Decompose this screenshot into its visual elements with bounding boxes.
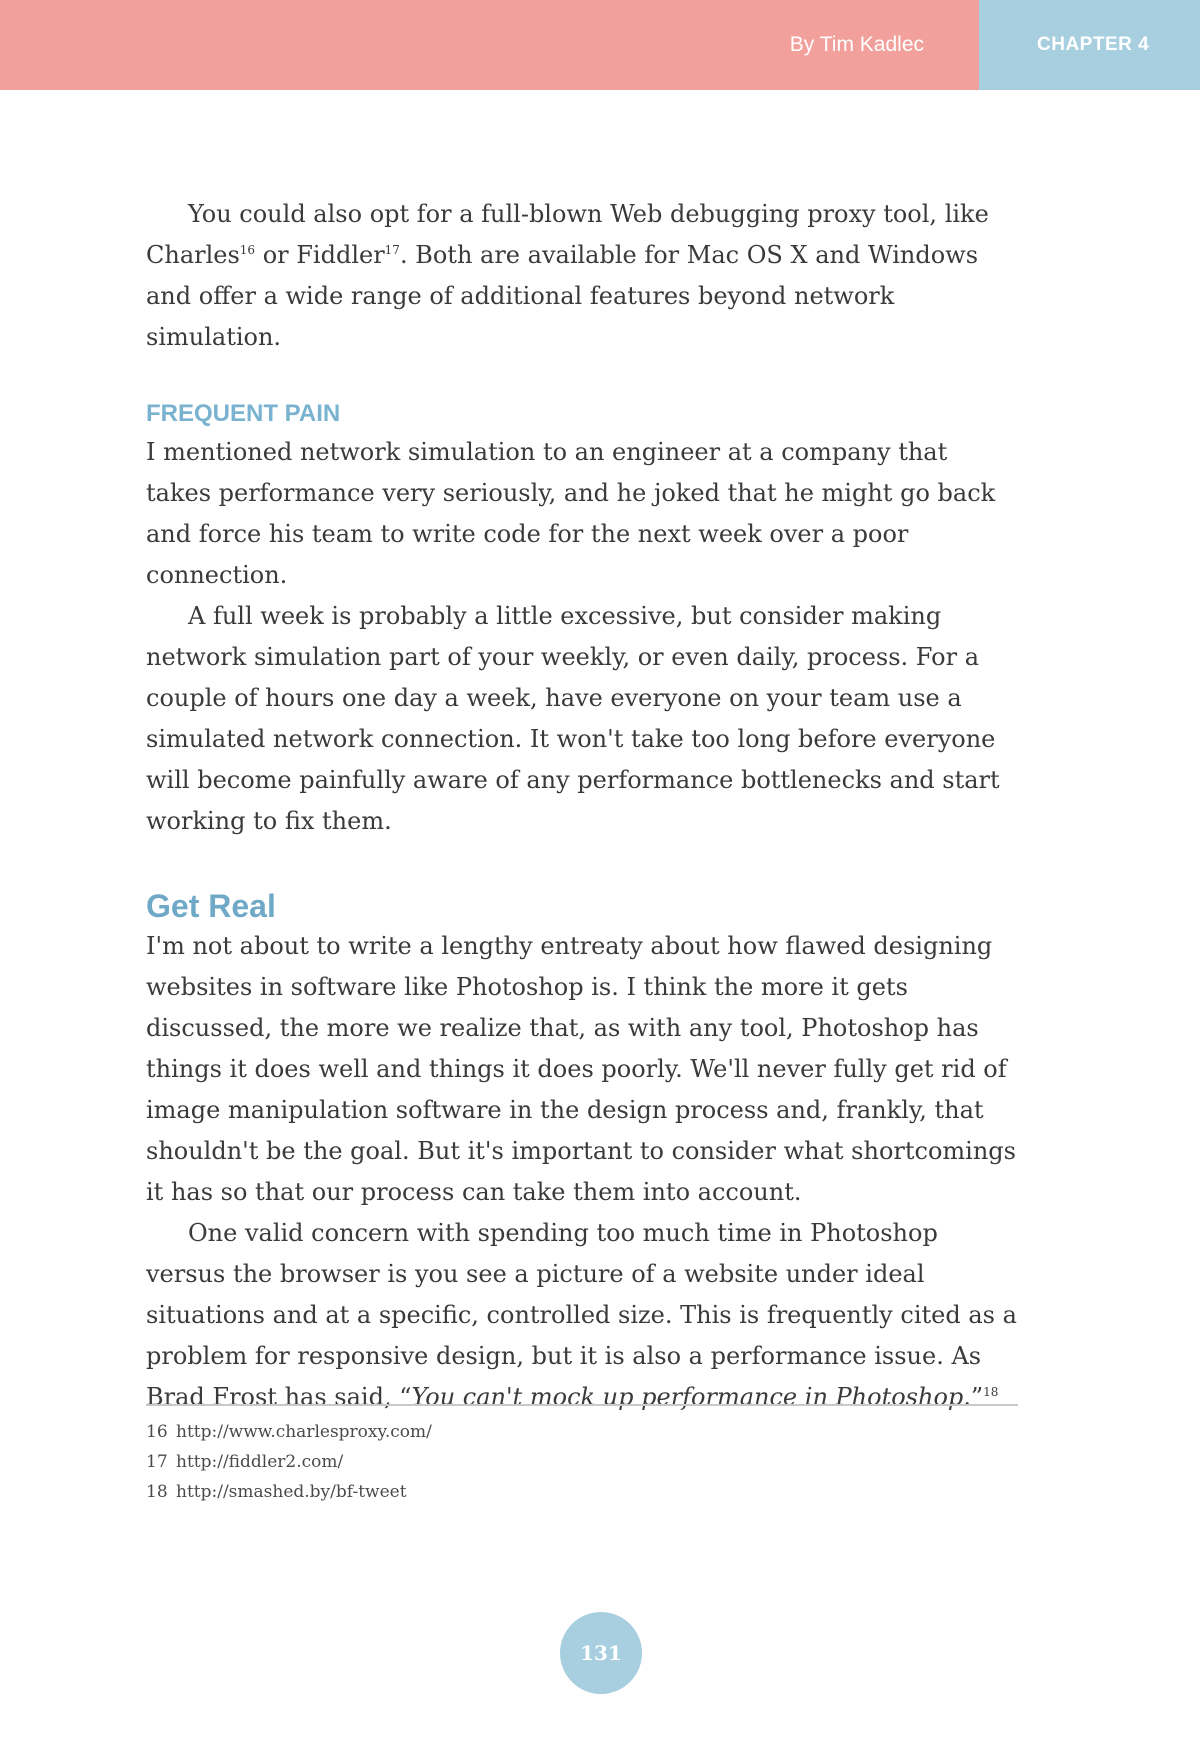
footnote-ref-18[interactable]: 18	[983, 1385, 999, 1399]
paragraph-valid-concern	[146, 1213, 1018, 1418]
footnote-number: 17	[146, 1452, 168, 1472]
paragraph-full-week: A full week is probably a little excessive, but consider making network simulation part of your weekly, or even daily, process. For a couple of hours one day a week, have everyone on your team use a simulated network connection. It won't take too long before everyone will become painfully aware of any performance bottlenecks and start working to fix them.	[146, 602, 1000, 835]
footnote-number: 16	[146, 1422, 168, 1442]
footnote-link[interactable]: http://www.charlesproxy.com/	[176, 1422, 432, 1442]
paragraph-network-simulation: I mentioned network simulation to an engineer at a company that takes performance very seriously, and he joked that he might go back and force his team to write code for the next week over a poor connection.	[146, 438, 996, 589]
header-chapter-bar	[979, 0, 1200, 90]
footnote-18	[146, 1477, 1018, 1507]
paragraph-text: or Fiddler	[255, 241, 385, 269]
section-heading-get-real: Get Real	[146, 888, 276, 924]
chapter-label: CHAPTER 4	[1037, 34, 1150, 55]
paragraph-text: One valid concern with spending too much time in Photoshop versus the browser is you see a picture of a website under ideal situations and at a specific, controlled size. This is frequently cited as a problem for responsive design, but it is also a performance issue. As Brad Frost has said, “	[146, 1219, 1017, 1411]
body-text	[146, 194, 1018, 1418]
footnote-17	[146, 1447, 1018, 1477]
footnote-number: 18	[146, 1482, 168, 1502]
footnote-ref-16[interactable]: 16	[239, 243, 256, 257]
footnote-link[interactable]: http://smashed.by/bf-tweet	[176, 1482, 407, 1502]
footnote-divider	[146, 1404, 1018, 1406]
footnotes	[146, 1417, 1018, 1507]
closing-quote: ”	[970, 1383, 984, 1411]
footnote-ref-17[interactable]: 17	[384, 243, 400, 257]
header-author-bar	[0, 0, 979, 90]
paragraph-proxy-tools	[146, 194, 1018, 358]
paragraph-text: . Both are available for Mac OS X and Windows and offer a wide range of additional features beyond network simulation.	[146, 241, 979, 351]
paragraph-photoshop: I'm not about to write a lengthy entreaty about how flawed designing websites in software like Photoshop is. I think the more it gets discussed, the more we realize that, as with any tool, Photoshop has things it does well and things it does poorly. We'll never fully get rid of image manipulation software in the design process and, frankly, that shouldn't be the goal. But it's important to consider what shortcomings it has so that our process can take them into account.	[146, 932, 1016, 1206]
page-number-badge	[560, 1612, 642, 1694]
subheading-frequent-pain: FREQUENT PAIN	[146, 400, 341, 427]
author-name: By Tim Kadlec	[789, 33, 924, 56]
footnote-16	[146, 1417, 1018, 1447]
footnote-link[interactable]: http://fiddler2.com/	[176, 1452, 344, 1472]
page-number: 131	[580, 1641, 622, 1665]
brad-frost-quote: You can't mock up performance in Photoshop.	[411, 1383, 971, 1411]
paragraph-text: You could also opt for a full-blown Web debugging proxy tool, like Charles	[146, 200, 989, 269]
